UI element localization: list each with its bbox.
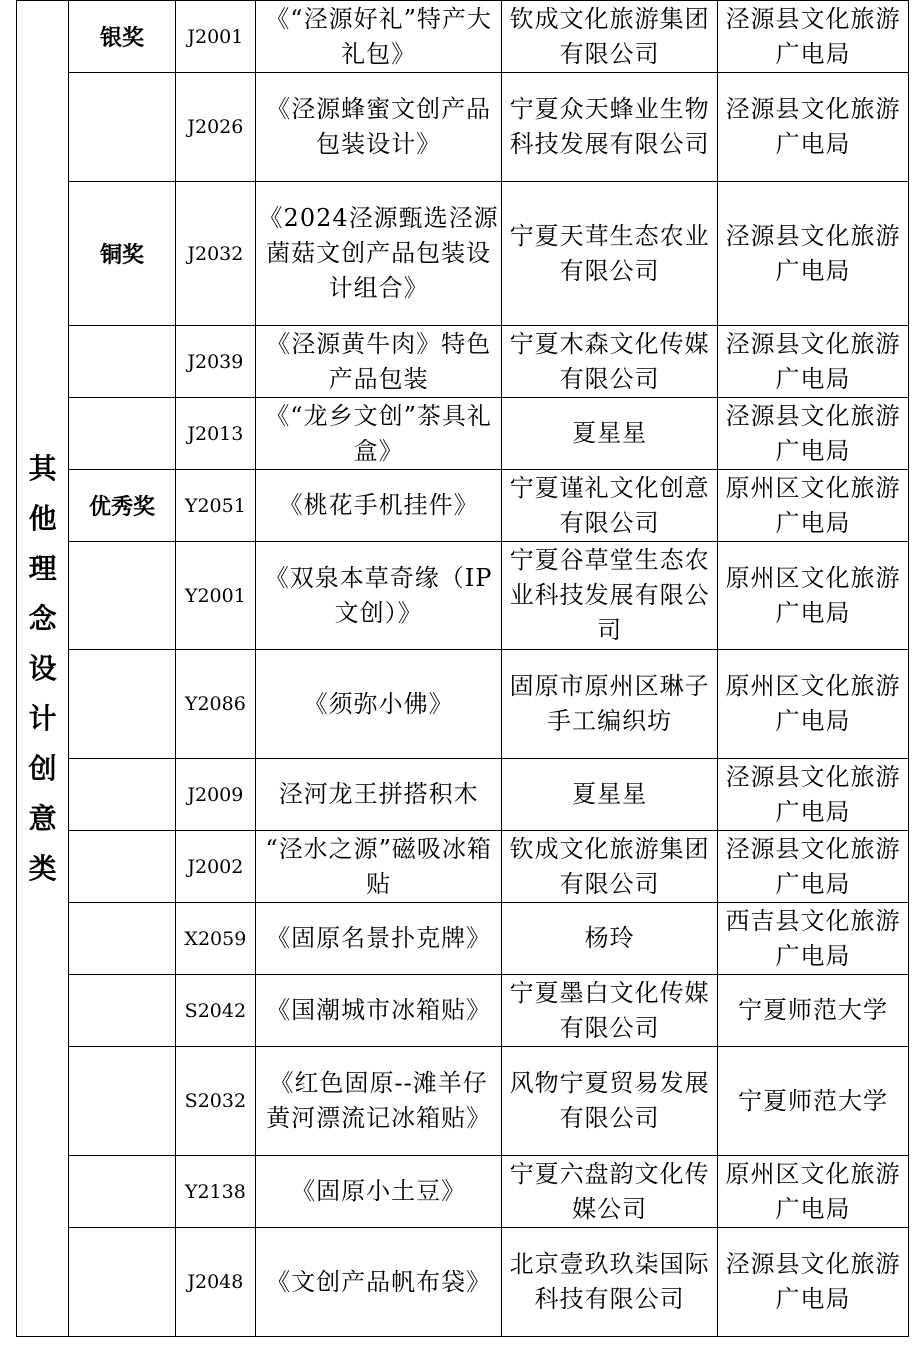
category-cell bbox=[17, 1, 69, 1337]
award-cell: 银奖 bbox=[69, 1, 175, 73]
entry-organization: 风物宁夏贸易发展有限公司 bbox=[502, 1047, 718, 1156]
entry-title: 《国潮城市冰箱贴》 bbox=[256, 975, 502, 1047]
entry-code: J2002 bbox=[175, 831, 255, 903]
entry-organization: 钦成文化旅游集团有限公司 bbox=[502, 831, 718, 903]
entry-title: 《须弥小佛》 bbox=[256, 650, 502, 759]
table-row bbox=[17, 326, 909, 398]
award-cell bbox=[69, 73, 175, 182]
entry-title: 《2024泾源甄选泾源菌菇文创产品包装设计组合》 bbox=[256, 182, 502, 326]
award-cell bbox=[69, 903, 175, 975]
entry-title: 《桃花手机挂件》 bbox=[256, 470, 502, 542]
entry-organization: 固原市原州区琳子手工编织坊 bbox=[502, 650, 718, 759]
entry-code: S2032 bbox=[175, 1047, 255, 1156]
award-cell bbox=[69, 1047, 175, 1156]
entry-code: Y2001 bbox=[175, 542, 255, 650]
recommending-unit: 原州区文化旅游广电局 bbox=[718, 470, 909, 542]
recommending-unit: 宁夏师范大学 bbox=[718, 975, 909, 1047]
entry-organization: 宁夏谨礼文化创意有限公司 bbox=[502, 470, 718, 542]
entry-title: “泾水之源”磁吸冰箱贴 bbox=[256, 831, 502, 903]
table-row bbox=[17, 759, 909, 831]
entry-title: 《泾源黄牛肉》特色产品包装 bbox=[256, 326, 502, 398]
entry-code: J2026 bbox=[175, 73, 255, 182]
entry-code: S2042 bbox=[175, 975, 255, 1047]
recommending-unit: 泾源县文化旅游广电局 bbox=[718, 1228, 909, 1337]
recommending-unit: 泾源县文化旅游广电局 bbox=[718, 759, 909, 831]
entry-title: 《“泾源好礼”特产大礼包》 bbox=[256, 1, 502, 73]
entry-code: Y2138 bbox=[175, 1156, 255, 1228]
award-cell: 优秀奖 bbox=[69, 470, 175, 542]
entry-code: J2039 bbox=[175, 326, 255, 398]
table-row bbox=[17, 182, 909, 326]
entry-organization: 宁夏天茸生态农业有限公司 bbox=[502, 182, 718, 326]
entry-organization: 宁夏墨白文化传媒有限公司 bbox=[502, 975, 718, 1047]
recommending-unit: 泾源县文化旅游广电局 bbox=[718, 398, 909, 470]
category-label: 其他理念设计创意类 bbox=[28, 451, 57, 885]
entry-organization: 夏星星 bbox=[502, 759, 718, 831]
award-cell bbox=[69, 650, 175, 759]
recommending-unit: 泾源县文化旅游广电局 bbox=[718, 831, 909, 903]
table-row bbox=[17, 1, 909, 73]
recommending-unit: 泾源县文化旅游广电局 bbox=[718, 73, 909, 182]
entry-organization: 夏星星 bbox=[502, 398, 718, 470]
award-cell bbox=[69, 326, 175, 398]
table-row bbox=[17, 650, 909, 759]
entry-code: J2001 bbox=[175, 1, 255, 73]
entry-title: 泾河龙王拼搭积木 bbox=[256, 759, 502, 831]
entry-title: 《“龙乡文创”茶具礼盒》 bbox=[256, 398, 502, 470]
recommending-unit: 宁夏师范大学 bbox=[718, 1047, 909, 1156]
award-cell: 铜奖 bbox=[69, 182, 175, 326]
recommending-unit: 泾源县文化旅游广电局 bbox=[718, 326, 909, 398]
entry-title: 《红色固原--滩羊仔黄河漂流记冰箱贴》 bbox=[256, 1047, 502, 1156]
recommending-unit: 泾源县文化旅游广电局 bbox=[718, 182, 909, 326]
table-row bbox=[17, 1156, 909, 1228]
award-cell bbox=[69, 759, 175, 831]
entry-code: J2013 bbox=[175, 398, 255, 470]
table-row bbox=[17, 975, 909, 1047]
entry-code: Y2051 bbox=[175, 470, 255, 542]
award-cell bbox=[69, 542, 175, 650]
entry-code: J2009 bbox=[175, 759, 255, 831]
entry-organization: 钦成文化旅游集团有限公司 bbox=[502, 1, 718, 73]
recommending-unit: 西吉县文化旅游广电局 bbox=[718, 903, 909, 975]
award-cell bbox=[69, 1228, 175, 1337]
award-cell bbox=[69, 398, 175, 470]
table-row bbox=[17, 903, 909, 975]
entry-code: Y2086 bbox=[175, 650, 255, 759]
table-row bbox=[17, 542, 909, 650]
entry-title: 《双泉本草奇缘（IP文创）》 bbox=[256, 542, 502, 650]
table-row bbox=[17, 398, 909, 470]
entry-code: J2048 bbox=[175, 1228, 255, 1337]
entry-title: 《固原名景扑克牌》 bbox=[256, 903, 502, 975]
entry-organization: 宁夏众天蜂业生物科技发展有限公司 bbox=[502, 73, 718, 182]
entry-organization: 北京壹玖玖柒国际科技有限公司 bbox=[502, 1228, 718, 1337]
awards-table bbox=[16, 0, 909, 1337]
entry-code: J2032 bbox=[175, 182, 255, 326]
recommending-unit: 原州区文化旅游广电局 bbox=[718, 650, 909, 759]
award-cell bbox=[69, 1156, 175, 1228]
entry-title: 《泾源蜂蜜文创产品包装设计》 bbox=[256, 73, 502, 182]
entry-organization: 宁夏六盘韵文化传媒公司 bbox=[502, 1156, 718, 1228]
table-row bbox=[17, 831, 909, 903]
entry-organization: 杨玲 bbox=[502, 903, 718, 975]
award-cell bbox=[69, 831, 175, 903]
table-row bbox=[17, 73, 909, 182]
recommending-unit: 泾源县文化旅游广电局 bbox=[718, 1, 909, 73]
table-row bbox=[17, 470, 909, 542]
table-row bbox=[17, 1047, 909, 1156]
recommending-unit: 原州区文化旅游广电局 bbox=[718, 542, 909, 650]
entry-title: 《固原小土豆》 bbox=[256, 1156, 502, 1228]
recommending-unit: 原州区文化旅游广电局 bbox=[718, 1156, 909, 1228]
table-row bbox=[17, 1228, 909, 1337]
entry-code: X2059 bbox=[175, 903, 255, 975]
entry-organization: 宁夏木森文化传媒有限公司 bbox=[502, 326, 718, 398]
award-cell bbox=[69, 975, 175, 1047]
entry-title: 《文创产品帆布袋》 bbox=[256, 1228, 502, 1337]
entry-organization: 宁夏谷草堂生态农业科技发展有限公司 bbox=[502, 542, 718, 650]
